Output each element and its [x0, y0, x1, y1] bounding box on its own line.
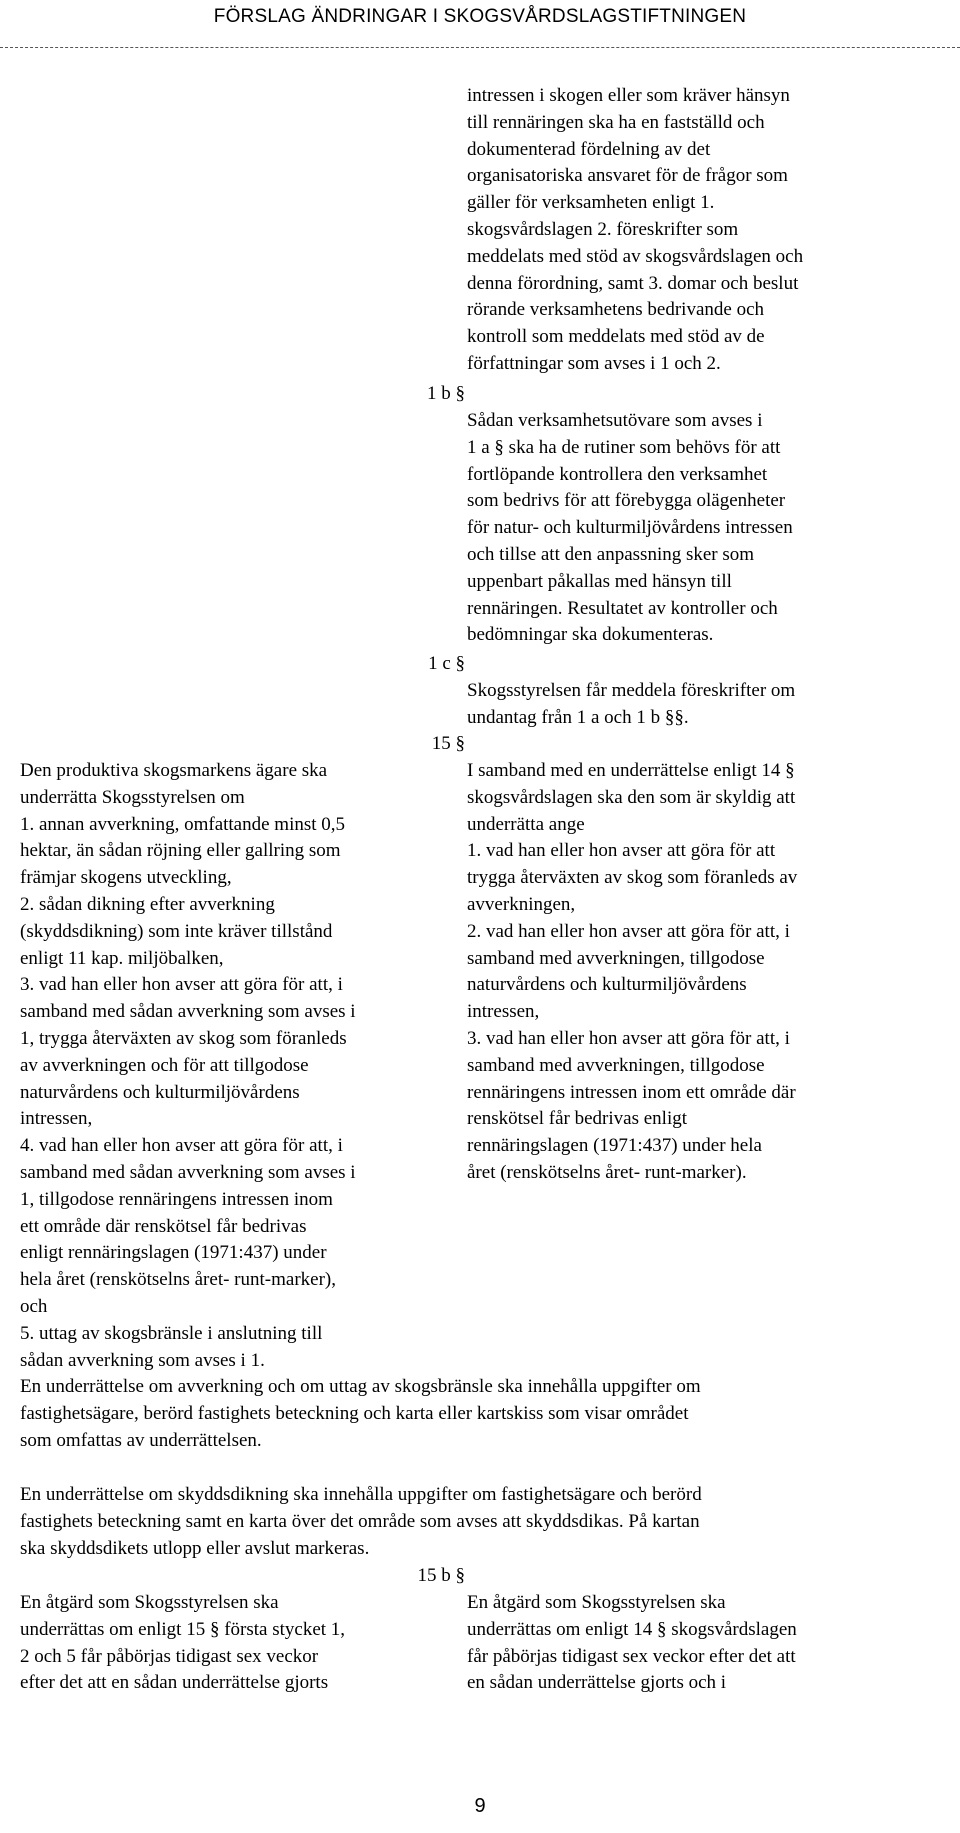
text-line: får påbörjas tidigast sex veckor efter det att [467, 1645, 796, 1667]
text-line: skogsvårdslagen ska den som är skyldig att [467, 786, 796, 808]
text-line: intressen, [20, 1108, 93, 1130]
text-line: ett område där renskötsel får bedrivas [20, 1215, 307, 1237]
text-line: främjar skogens utveckling, [20, 867, 232, 889]
text-line: och [20, 1295, 48, 1317]
text-line: naturvårdens och kulturmiljövårdens [467, 974, 747, 996]
text-line: 4. vad han eller hon avser att göra för att, i [20, 1135, 343, 1157]
section-1c-body [467, 678, 795, 732]
text-line: denna förordning, samt 3. domar och beslut [467, 272, 799, 294]
text-line: författningar som avses i 1 och 2. [467, 352, 721, 374]
skyddsdikning-notice-paragraph [20, 1482, 940, 1562]
text-line: 1. annan avverkning, omfattande minst 0,5 [20, 813, 346, 835]
text-line: 3. vad han eller hon avser att göra för att, i [467, 1027, 790, 1049]
text-line: En åtgärd som Skogsstyrelsen ska [467, 1592, 726, 1613]
text-line: samband med sådan avverkning som avses i [20, 1001, 356, 1023]
section-15-right-column [467, 758, 797, 1187]
text-line: 1, trygga återväxten av skog som föranleds [20, 1027, 347, 1049]
page-number: 9 [474, 1795, 486, 1817]
text-line: kontroll som meddelats med stöd av de [467, 326, 765, 348]
text-line: som omfattas av underrättelsen. [20, 1429, 262, 1451]
text-line: enligt rennäringslagen (1971:437) under [20, 1242, 327, 1264]
text-line: bedömningar ska dokumenteras. [467, 624, 714, 646]
text-line: en sådan underrättelse gjorts och i [467, 1672, 727, 1694]
text-line: 1 a § ska ha de rutiner som behövs för att [467, 436, 781, 458]
text-line: Den produktiva skogsmarkens ägare ska [20, 760, 328, 781]
text-line: naturvårdens och kulturmiljövårdens [20, 1081, 300, 1103]
section-15b-left-column [20, 1590, 345, 1697]
text-line: ska skyddsdikets utlopp eller avslut markeras. [20, 1537, 370, 1559]
text-line: meddelats med stöd av skogsvårdslagen och [467, 245, 804, 267]
text-line: (skyddsdikning) som inte kräver tillstånd [20, 920, 333, 942]
text-line: intressen i skogen eller som kräver hänsyn [467, 85, 790, 106]
text-line: efter det att en sådan underrättelse gjorts [20, 1672, 329, 1694]
text-line: av avverkningen och för att tillgodose [20, 1054, 309, 1076]
section-heading-1c: 1 c § [428, 653, 465, 674]
section-15b-right-column [467, 1590, 797, 1697]
text-line: till rennäringen ska ha en fastställd och [467, 111, 765, 133]
text-line: avverkningen, [467, 893, 576, 915]
text-line: En åtgärd som Skogsstyrelsen ska [20, 1592, 279, 1613]
section-heading-15b: 15 b § [417, 1565, 465, 1586]
text-line: 2 och 5 får påbörjas tidigast sex veckor [20, 1645, 319, 1667]
text-line: 1, tillgodose rennäringens intressen inom [20, 1188, 333, 1210]
text-line: sådan avverkning som avses i 1. [20, 1349, 265, 1371]
text-line: för natur- och kulturmiljövårdens intressen [467, 517, 793, 539]
text-line: och tillse att den anpassning sker som [467, 543, 755, 565]
text-line: skogsvårdslagen 2. föreskrifter som [467, 218, 739, 240]
text-line: 2. sådan dikning efter avverkning [20, 893, 275, 915]
text-line: rennäringen. Resultatet av kontroller och [467, 597, 778, 619]
text-line: trygga återväxten av skog som föranleds av [467, 867, 798, 889]
text-line: I samband med en underrättelse enligt 14 § [467, 760, 795, 781]
text-line: rörande verksamhetens bedrivande och [467, 299, 765, 321]
section-heading-15: 15 § [431, 733, 465, 754]
text-line: Sådan verksamhetsutövare som avses i [467, 410, 763, 431]
text-line: fastighets beteckning samt en karta över det område som avses att skyddsdikas. På kartan [20, 1510, 700, 1532]
section-heading-1b: 1 b § [427, 383, 465, 404]
text-line: Skogsstyrelsen får meddela föreskrifter om [467, 680, 796, 701]
text-line: 5. uttag av skogsbränsle i anslutning till [20, 1322, 323, 1344]
text-line: underrätta Skogsstyrelsen om [20, 786, 245, 808]
avverkning-notice-paragraph [20, 1374, 940, 1454]
text-line: samband med avverkningen, tillgodose [467, 947, 765, 969]
text-line: rennäringens intressen inom ett område där [467, 1081, 796, 1103]
section-15-left-column [20, 758, 356, 1374]
text-line: enligt 11 kap. miljöbalken, [20, 947, 224, 969]
text-line: En underrättelse om skyddsdikning ska innehålla uppgifter om fastighetsägare och berörd [20, 1484, 702, 1505]
text-line: 3. vad han eller hon avser att göra för att, i [20, 974, 343, 996]
text-line: intressen, [467, 1001, 540, 1023]
text-line: organisatoriska ansvaret för de frågor som [467, 165, 788, 187]
text-line: gäller för verksamheten enligt 1. [467, 192, 715, 214]
section-1b-body [467, 408, 793, 649]
text-line: samband med sådan avverkning som avses i [20, 1161, 356, 1183]
text-line: fastighetsägare, berörd fastighets beteckning och karta eller kartskiss som visar området [20, 1402, 689, 1424]
text-line: underrättas om enligt 14 § skogsvårdslagen [467, 1618, 797, 1640]
document-header: FÖRSLAG ÄNDRINGAR I SKOGSVÅRDSLAGSTIFTNINGEN [213, 6, 747, 27]
block1-right-column [467, 83, 803, 378]
text-line: undantag från 1 a och 1 b §§. [467, 706, 689, 728]
text-line: 2. vad han eller hon avser att göra för att, i [467, 920, 790, 942]
text-line: året (renskötselns året- runt-marker). [467, 1161, 747, 1183]
text-line: som bedrivs för att förebygga olägenheter [467, 490, 786, 512]
header-divider [0, 47, 960, 48]
text-line: underrätta ange [467, 813, 585, 835]
text-line: En underrättelse om avverkning och om uttag av skogsbränsle ska innehålla uppgifter om [20, 1376, 701, 1397]
text-line: underrättas om enligt 15 § första stycket 1, [20, 1618, 346, 1640]
text-line: renskötsel får bedrivas enligt [467, 1108, 688, 1130]
text-line: dokumenterad fördelning av det [467, 138, 711, 160]
text-line: fortlöpande kontrollera den verksamhet [467, 463, 768, 485]
text-line: rennäringslagen (1971:437) under hela [467, 1135, 762, 1157]
text-line: samband med avverkningen, tillgodose [467, 1054, 765, 1076]
text-line: uppenbart påkallas med hänsyn till [467, 570, 732, 592]
text-line: hela året (renskötselns året- runt-marker), [20, 1269, 336, 1291]
text-line: hektar, än sådan röjning eller gallring som [20, 840, 341, 862]
text-line: 1. vad han eller hon avser att göra för att [467, 840, 776, 862]
